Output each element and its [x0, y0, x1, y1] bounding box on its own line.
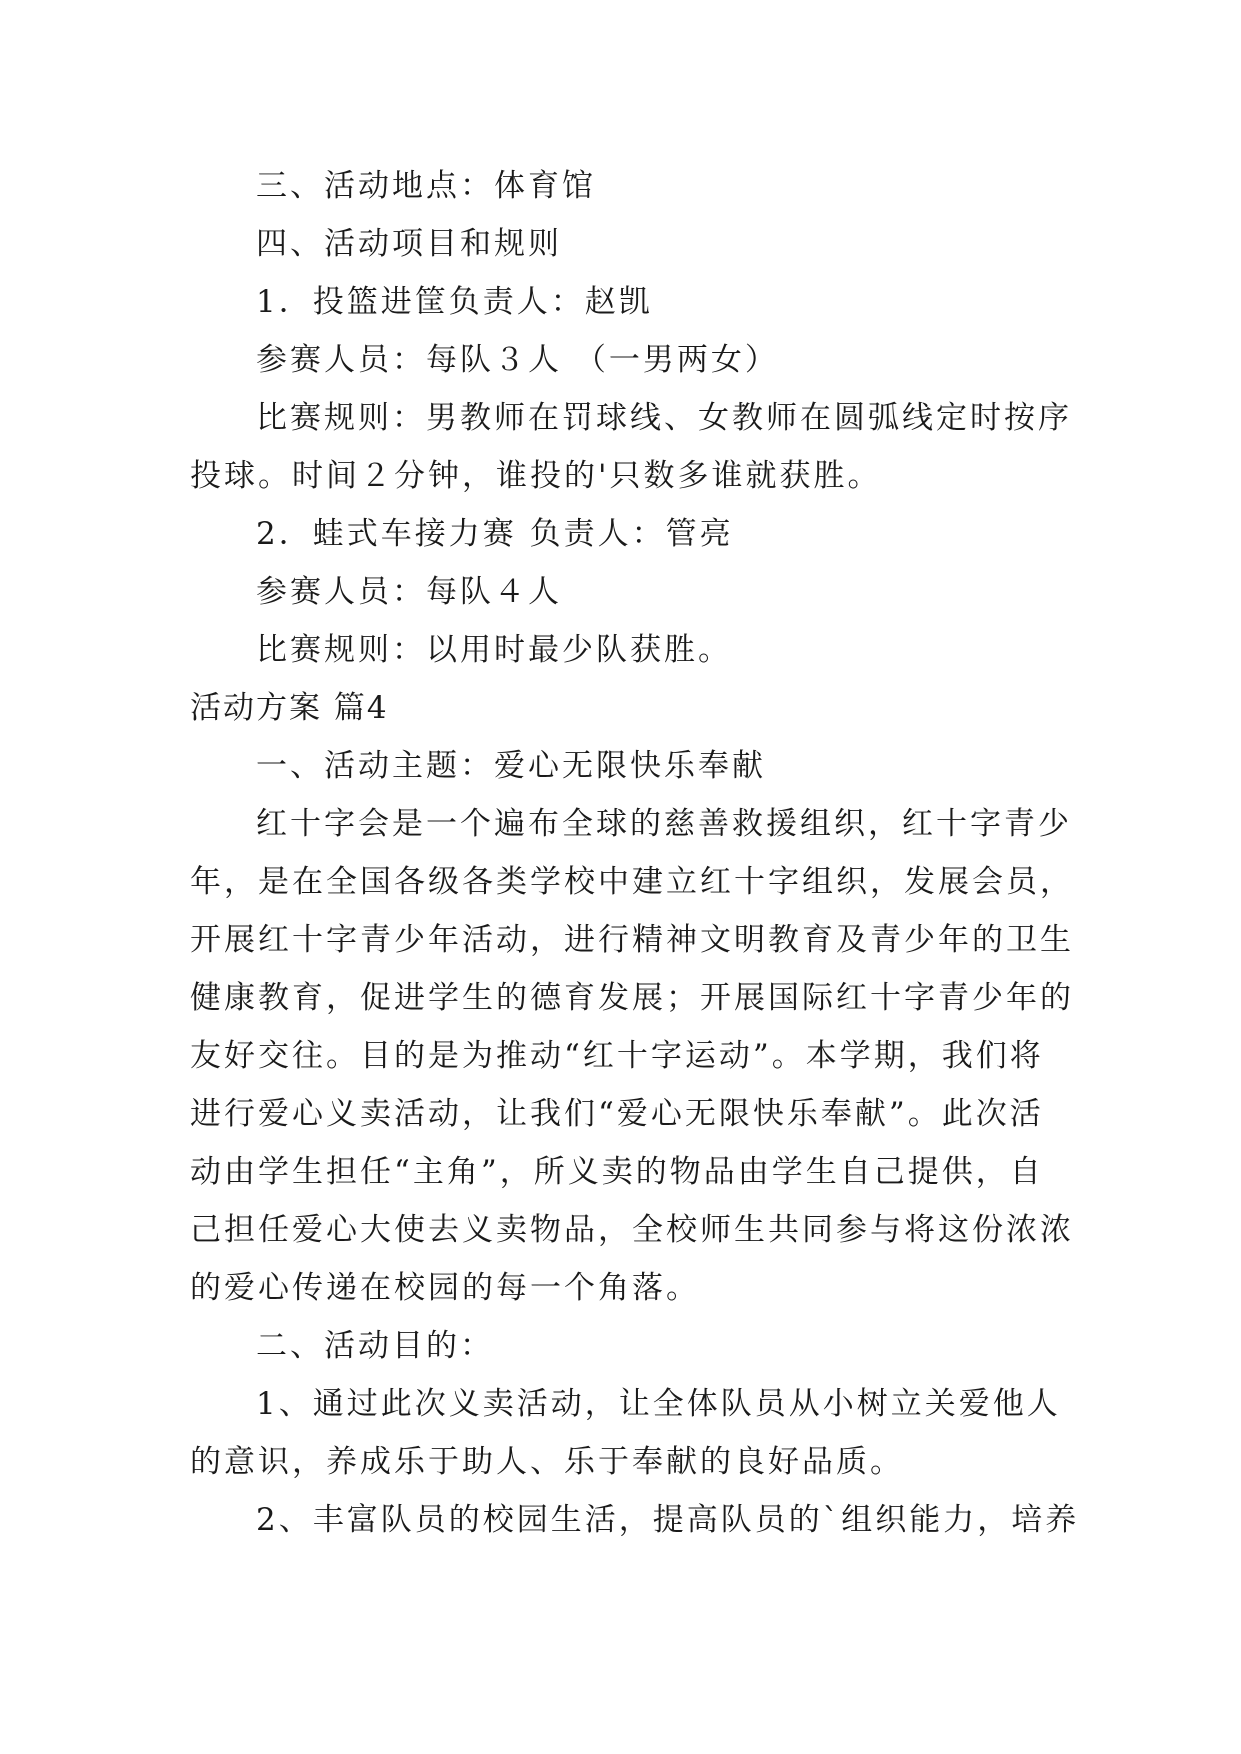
text-line: 二、活动目的：: [256, 1328, 494, 1364]
text-line: 参赛人员：每队３人 （一男两女）: [256, 342, 779, 378]
text-line: 友好交往。目的是为推动“红十字运动”。本学期，我们将: [190, 1038, 1044, 1074]
text-line: 1、通过此次义卖活动，让全体队员从小树立关爱他人: [256, 1386, 1061, 1422]
text-line: 三、活动地点：体育馆: [256, 168, 596, 204]
text-line: 己担任爱心大使去义卖物品，全校师生共同参与将这份浓浓: [190, 1212, 1074, 1248]
text-line: 红十字会是一个遍布全球的慈善救援组织，红十字青少: [256, 806, 1072, 842]
section-heading: 活动方案 篇4: [190, 690, 389, 726]
text-line: 2、丰富队员的校园生活，提高队员的`组织能力，培养: [256, 1502, 1080, 1538]
text-line: 2．蛙式车接力赛 负责人：管亮: [256, 516, 734, 552]
text-line: 动由学生担任“主角”，所义卖的物品由学生自己提供，自: [190, 1154, 1044, 1190]
text-line: 年，是在全国各级各类学校中建立红十字组织，发展会员，: [190, 864, 1074, 900]
text-line: 的意识，养成乐于助人、乐于奉献的良好品质。: [190, 1444, 904, 1480]
text-line: 进行爱心义卖活动，让我们“爱心无限快乐奉献”。此次活: [190, 1096, 1044, 1132]
text-line: 开展红十字青少年活动，进行精神文明教育及青少年的卫生: [190, 922, 1074, 958]
text-line: 投球。时间２分钟，谁投的'只数多谁就获胜。: [190, 458, 882, 494]
text-line: 参赛人员：每队４人: [256, 574, 562, 610]
text-line: 健康教育，促进学生的德育发展；开展国际红十字青少年的: [190, 980, 1074, 1016]
text-line: 比赛规则：男教师在罚球线、女教师在圆弧线定时按序: [256, 400, 1072, 436]
text-line: 四、活动项目和规则: [256, 226, 562, 262]
text-line: 1．投篮进筐负责人：赵凯: [256, 284, 653, 320]
text-line: 一、活动主题：爱心无限快乐奉献: [256, 748, 766, 784]
text-line: 的爱心传递在校园的每一个角落。: [190, 1270, 700, 1306]
text-line: 比赛规则：以用时最少队获胜。: [256, 632, 732, 668]
